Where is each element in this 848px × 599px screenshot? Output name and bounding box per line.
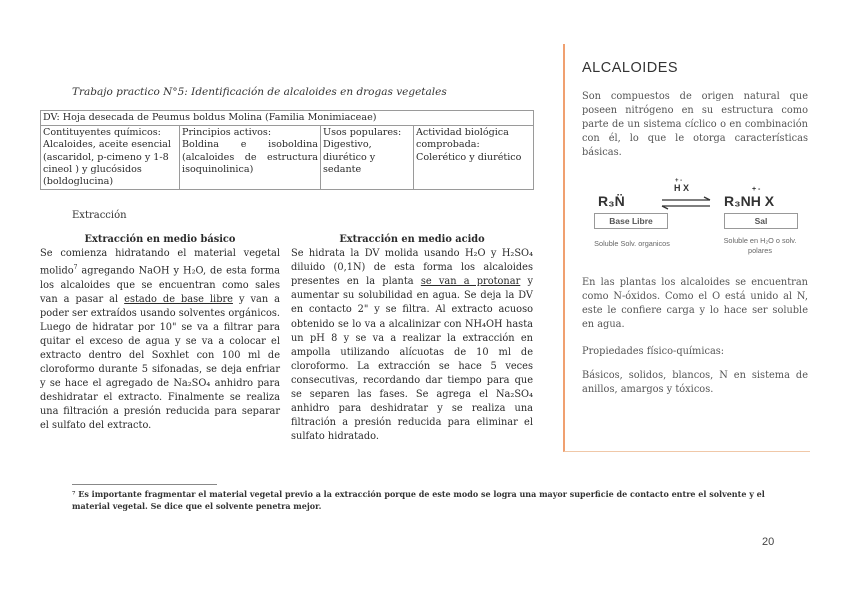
acid-underline: se van a protonar bbox=[420, 276, 521, 288]
reagent-formula: H X bbox=[674, 183, 690, 193]
footnote-ref: 7 bbox=[73, 264, 78, 272]
salt-caption-2: polares bbox=[748, 246, 772, 255]
table-row bbox=[41, 126, 534, 190]
table-cell-activity: Actividad biológica comprobada: Colerético y diurético bbox=[414, 126, 534, 190]
footnote: ⁷ Es importante fragmentar el material vegetal previo a la extracción porque de este modo se logra una mayor superficie de contacto entre el solvente y el material vegetal. Se dice que el solvente penetra mejor. bbox=[72, 489, 765, 511]
sidebar-properties-text: Básicos, solidos, blancos, N en sistema de anillos, amargos y tóxicos. bbox=[582, 370, 808, 395]
sal-box: Sal bbox=[724, 213, 798, 229]
document-title: Trabajo practico N°5: Identificación de alcaloides en drogas vegetales bbox=[72, 86, 447, 98]
sidebar-title: ALCALOIDES bbox=[582, 60, 679, 76]
sidebar-properties-heading: Propiedades físico-químicas: bbox=[582, 346, 725, 357]
basic-text-2: agregando NaOH y H₂O, de esta forma los alcaloides que se encuentran como sales van a pasar al bbox=[40, 265, 280, 305]
equilibrium-arrows-icon bbox=[660, 196, 712, 210]
basic-underline: estado de base libre bbox=[124, 293, 233, 305]
basic-extraction-column bbox=[40, 233, 280, 434]
acid-extraction-heading: Extracción en medio acido bbox=[339, 234, 485, 245]
table-cell-uses: Usos populares: Digestivo, diurético y sedante bbox=[321, 126, 414, 190]
table-header: DV: Hoja desecada de Peumus boldus Molina (Familia Monimiaceae) bbox=[41, 111, 534, 126]
basic-text-3: y van a poder ser extraídos usando solventes orgánicos. Luego de hidratar por 10" se va a filtrar para quitar el exceso de agua y se va a colocar el extracto dentro del Soxhlet con 100 ml de cloroformo durante 5 sifonadas, se deja enfriar y se hace el agregado de Na₂SO₄ anhidro para deshidratar el extracto. Finalmente se realiza una filtración a presión reducida para separar el sulfato del extracto. bbox=[40, 293, 280, 432]
basic-text-1: Se comienza hidratando el material vegetal molido bbox=[40, 248, 280, 277]
sidebar-nox-paragraph: En las plantas los alcaloides se encuentran como N-óxidos. Como el O está unido al N, este le confiere carga y lo hace ser soluble en agua. bbox=[582, 277, 808, 330]
sidebar-intro: Son compuestos de origen natural que poseen nitrógeno en su estructura como parte de un sistema cíclico o en combinación con él, lo que le otorga características básicas. bbox=[582, 91, 808, 158]
table-cell-active: Principios activos: Boldina e isoboldina (alcaloides de estructura isoquinolinica) bbox=[180, 126, 321, 190]
salt-caption-1: Soluble en H₂O o solv. bbox=[723, 236, 797, 245]
salt-charges: + - bbox=[752, 186, 761, 193]
table-cell-constituents: Contituyentes químicos: Alcaloides, aceite esencial (ascaridol, p-cimeno y 1-8 cineol ) y glucósidos (boldoglucina) bbox=[41, 126, 180, 190]
base-caption: Soluble Solv. organicos bbox=[594, 239, 670, 248]
section-label-extraccion: Extracción bbox=[72, 210, 127, 221]
acid-extraction-column bbox=[291, 233, 533, 444]
base-formula: R₃N̈ bbox=[598, 193, 625, 209]
reagent-charges: + - bbox=[675, 178, 683, 184]
acid-text-1: Se hidrata la DV molida usando H₂O y H₂SO₄ diluido (0,1N) de esta forma los alcaloides presentes en la planta bbox=[291, 248, 533, 288]
acid-text-2: y aumentar su solubilidad en agua. Se deja la DV en contacto 2" y se filtra. Al extracto acuoso obtenido se lo va a alcalinizar con NH₄OH hasta un pH 8 y se va a realizar la extracción en ampolla utilizando alícuotas de 10 ml de cloroformo. La extracción se hace 5 veces consecutivas, recordando dar tiempo para que se separen las fases. Se agrega el Na₂SO₄ anhidro para deshidratar y se realiza una filtración a presión reducida para eliminar el sulfato hidratado. bbox=[291, 276, 534, 443]
base-libre-box: Base Libre bbox=[594, 213, 668, 229]
salt-formula: R₃NH X bbox=[724, 193, 775, 209]
basic-extraction-heading: Extracción en medio básico bbox=[84, 234, 236, 245]
drug-table bbox=[40, 110, 534, 190]
footnote-separator bbox=[72, 484, 217, 485]
page-number: 20 bbox=[762, 536, 775, 548]
